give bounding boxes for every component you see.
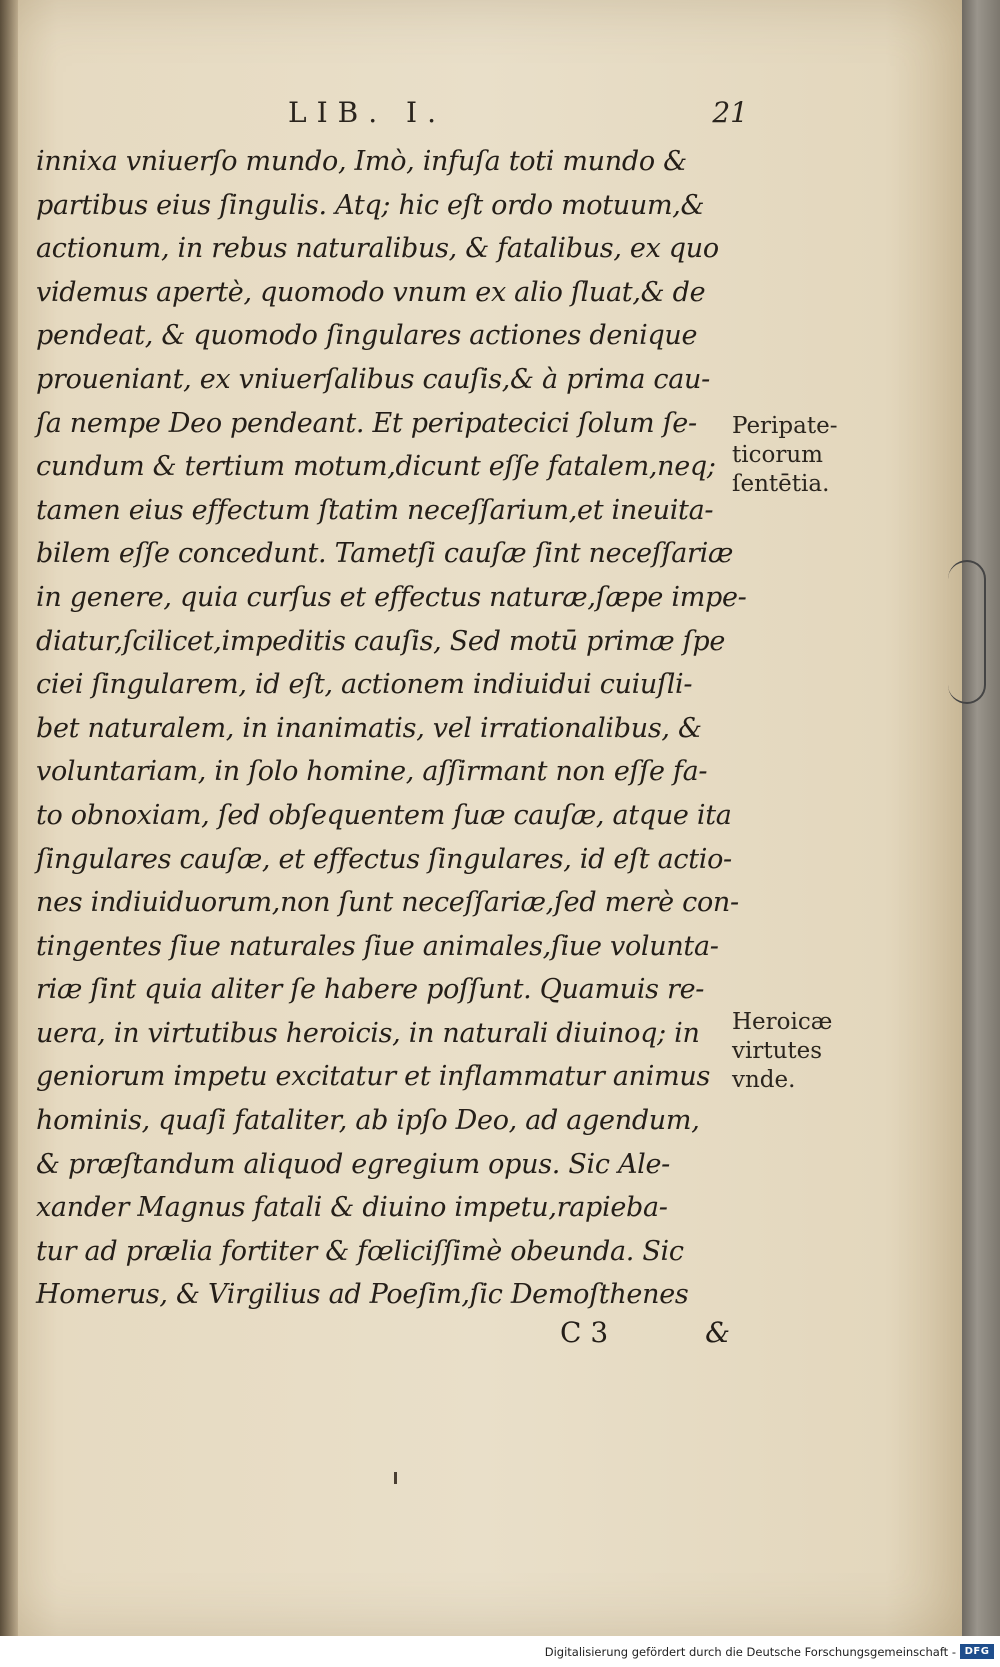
text-line: hominis, quaſi fataliter, ab ipſo Deo, ad agendum, <box>36 1105 700 1137</box>
body-text <box>36 140 747 1317</box>
text-line: diatur,ſcilicet,impeditis cauſis, Sed motū primæ ſpe <box>36 625 725 657</box>
ink-speck <box>394 1472 397 1484</box>
text-line: in genere, quia curſus et effectus naturæ,ſæpe impe- <box>36 581 747 613</box>
marginal-note-line: Peripate- <box>732 413 838 439</box>
page-clip <box>948 560 986 704</box>
text-line: bet naturalem, in inanimatis, vel irrationalibus, & <box>36 712 702 744</box>
marginal-note-line: ticorum <box>732 442 823 468</box>
running-head <box>48 96 748 136</box>
text-line: innixa vniuerſo mundo, Imò, infuſa toti mundo & <box>36 146 687 177</box>
text-line: ſingulares cauſæ, et effectus ſingulares, id eſt actio- <box>36 843 732 875</box>
running-title: LIB. I. <box>288 96 446 129</box>
text-line: xander Magnus fatali & diuino impetu,rapieba- <box>36 1192 668 1224</box>
marginal-note-line: virtutes <box>732 1038 823 1064</box>
dfg-logo-icon: DFG <box>960 1644 994 1659</box>
text-line: cundum & tertium motum,dicunt eſſe fatalem,neq; <box>36 451 716 483</box>
signature-line <box>560 1316 730 1356</box>
marginal-note-peripatetic <box>732 412 852 499</box>
marginal-note-line: ſentētia. <box>732 471 830 497</box>
folio-number: 21 <box>712 96 748 129</box>
marginal-note-heroic <box>732 1008 852 1095</box>
text-line: proueniant, ex vniuerſalibus cauſis,& à prima cau- <box>36 363 710 395</box>
text-line: Homerus, & Virgilius ad Poeſim,ſic Demoſthenes <box>36 1279 689 1311</box>
text-line: uera, in virtutibus heroicis, in naturali diuinoq; in <box>36 1017 700 1049</box>
text-line: ſa nempe Deo pendeant. Et peripatecici ſolum ſe- <box>36 407 697 439</box>
text-line: tamen eius effectum ſtatim neceſſarium,et ineuita- <box>36 494 714 526</box>
marginal-note-line: vnde. <box>732 1067 796 1093</box>
text-line: geniorum impetu excitatur et inflammatur animus <box>36 1061 711 1093</box>
digitization-footer <box>0 1636 1000 1667</box>
text-line: videmus apertè, quomodo vnum ex alio ſluat,& de <box>36 276 706 308</box>
page-edge <box>962 0 1000 1636</box>
text-line: & præſtandum aliquod egregium opus. Sic Ale- <box>36 1148 670 1180</box>
text-line: to obnoxiam, ſed obſequentem ſuæ cauſæ, atque ita <box>36 799 732 831</box>
text-line: bilem eſſe concedunt. Tametſi cauſæ ſint neceſſariæ <box>36 538 734 570</box>
text-line: tingentes ſiue naturales ſiue animales,ſiue volunta- <box>36 930 719 962</box>
catchword: & <box>705 1316 730 1349</box>
signature-mark: C 3 <box>560 1316 609 1349</box>
text-line: partibus eius ſingulis. Atq; hic eſt ordo motuum,& <box>36 189 705 221</box>
binding-gutter <box>0 0 18 1636</box>
text-line: actionum, in rebus naturalibus, & fatalibus, ex quo <box>36 233 719 265</box>
marginal-note-line: Heroicæ <box>732 1009 833 1035</box>
footer-credit: Digitalisierung gefördert durch die Deutsche Forschungsgemeinschaft - <box>544 1645 956 1659</box>
text-line: riæ ſint quia aliter ſe habere poſſunt. Quamuis re- <box>36 974 705 1006</box>
text-line: tur ad prælia fortiter & fœliciſſimè obeunda. Sic <box>36 1235 684 1267</box>
text-line: voluntariam, in ſolo homine, aſſirmant non eſſe fa- <box>36 756 708 788</box>
text-line: nes indiuiduorum,non ſunt neceſſariæ,ſed merè con- <box>36 887 739 919</box>
text-line: ciei ſingularem, id eſt, actionem indiuidui cuiuſli- <box>36 669 693 701</box>
text-line: pendeat, & quomodo ſingulares actiones denique <box>36 320 698 352</box>
